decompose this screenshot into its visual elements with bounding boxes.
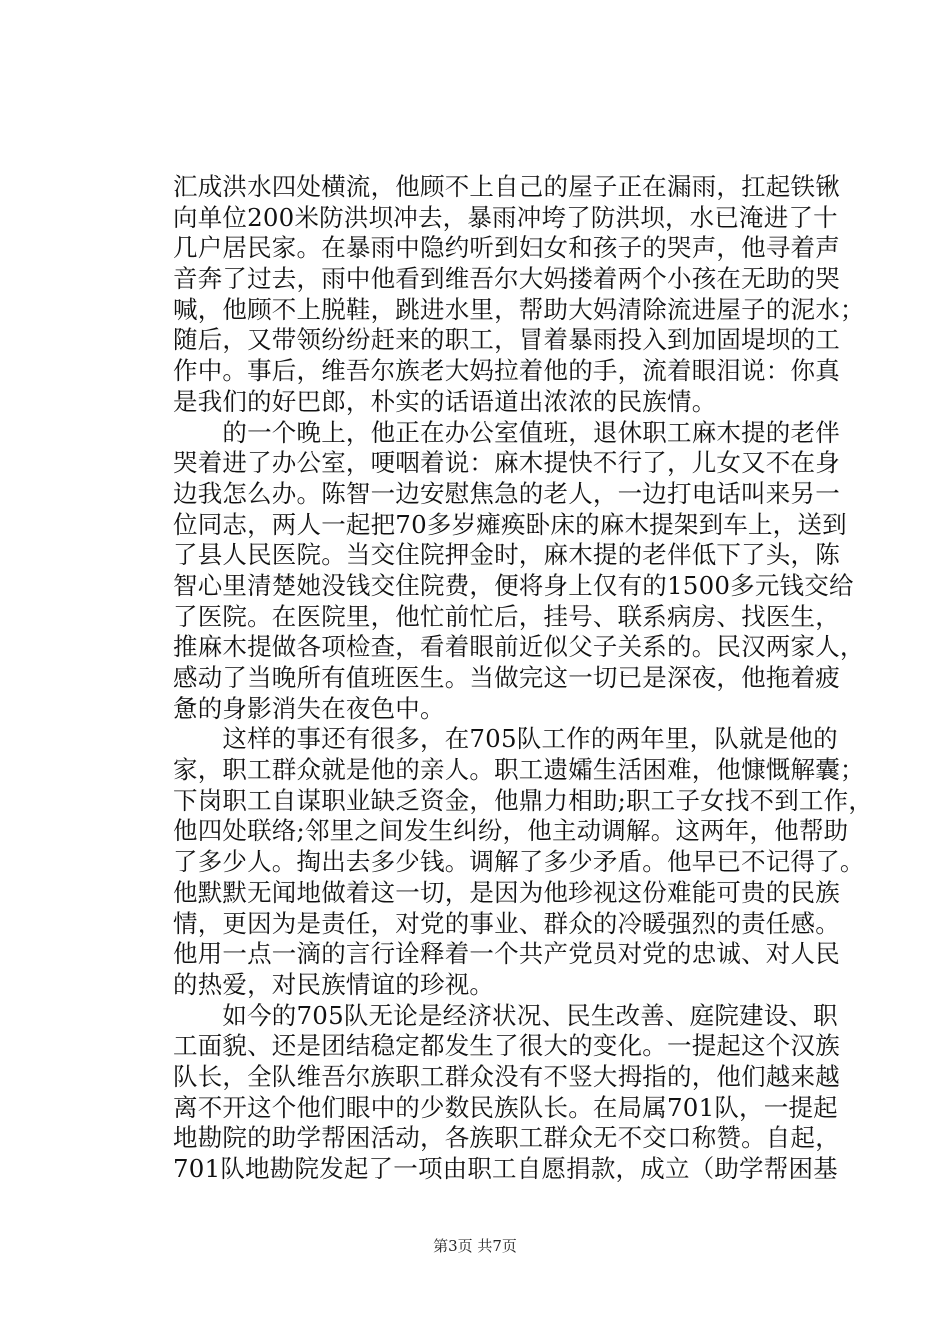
text-line: 队长，全队维吾尔族职工群众没有不竖大拇指的，他们越来越 (173, 1061, 840, 1091)
text-line: 音奔了过去，雨中他看到维吾尔大妈搂着两个小孩在无助的哭 (173, 264, 840, 294)
text-line: 的热爱，对民族情谊的珍视。 (173, 969, 495, 999)
text-line: 是我们的好巴郎，朴实的话语道出浓浓的民族情。 (173, 386, 717, 416)
text-line: 随后，又带领纷纷赶来的职工，冒着暴雨投入到加固堤坝的工 (173, 325, 840, 355)
text-line: 701队地勘院发起了一项由职工自愿捐款，成立（助学帮困基 (173, 1154, 838, 1183)
body-text (173, 172, 874, 1185)
text-line: 向单位200米防洪坝冲去，暴雨冲垮了防洪坝，水已淹进了十 (173, 202, 838, 232)
text-line: 边我怎么办。陈智一边安慰焦急的老人，一边打电话叫来另一 (173, 478, 840, 508)
text-line: 了多少人。掏出去多少钱。调解了多少矛盾。他早已不记得了。 (173, 847, 865, 877)
text-line: 的一个晚上，他正在办公室值班，退休职工麻木提的老伴 (173, 417, 840, 447)
text-line: 他默默无闻地做着这一切，是因为他珍视这份难能可贵的民族 (173, 877, 840, 907)
text-line: 如今的705队无论是经济状况、民生改善、庭院建设、职 (173, 1000, 838, 1030)
text-line: 喊，他顾不上脱鞋，跳进水里，帮助大妈清除流进屋子的泥水； (173, 294, 865, 324)
text-line: 作中。事后，维吾尔族老大妈拉着他的手，流着眼泪说：你真 (173, 356, 840, 386)
text-line: 了县人民医院。当交住院押金时，麻木提的老伴低下了头，陈 (173, 540, 840, 570)
text-line: 他四处联络;邻里之间发生纠纷，他主动调解。这两年，他帮助 (173, 816, 849, 846)
text-line: 惫的身影消失在夜色中。 (173, 693, 445, 723)
text-line: 工面貌、还是团结稳定都发生了很大的变化。一提起这个汉族 (173, 1031, 840, 1061)
text-line: 智心里清楚她没钱交住院费，便将身上仅有的1500多元钱交给 (173, 570, 854, 600)
text-line: 他用一点一滴的言行诠释着一个共产党员对党的忠诚、对人民 (173, 939, 840, 969)
text-line: 这样的事还有很多，在705队工作的两年里，队就是他的 (173, 724, 838, 754)
text-line: 位同志，两人一起把70多岁瘫痪卧床的麻木提架到车上，送到 (173, 509, 847, 539)
text-line: 哭着进了办公室，哽咽着说：麻木提快不行了，儿女又不在身 (173, 448, 840, 478)
text-line: 家，职工群众就是他的亲人。职工遗孀生活困难，他慷慨解囊； (173, 755, 865, 785)
text-line: 感动了当晚所有值班医生。当做完这一切已是深夜，他拖着疲 (173, 663, 840, 692)
text-line: 离不开这个他们眼中的少数民族队长。在局属701队，一提起 (173, 1092, 838, 1122)
text-line: 地勘院的助学帮困活动，各族职工群众无不交口称赞。自起， (173, 1123, 840, 1153)
text-line: 下岗职工自谋职业缺乏资金，他鼎力相助;职工子女找不到工作， (173, 785, 874, 815)
page-number-footer: 第3页 共7页 (433, 1237, 517, 1255)
text-line: 推麻木提做各项检查，看着眼前近似父子关系的。民汉两家人， (173, 632, 865, 662)
text-line: 了医院。在医院里，他忙前忙后，挂号、联系病房、找医生， (173, 601, 840, 631)
text-line: 汇成洪水四处横流，他顾不上自己的屋子正在漏雨，扛起铁锹 (173, 172, 840, 201)
text-line: 几户居民家。在暴雨中隐约听到妇女和孩子的哭声，他寻着声 (173, 233, 840, 263)
text-line: 情，更因为是责任，对党的事业、群众的冷暖强烈的责任感。 (173, 908, 840, 938)
